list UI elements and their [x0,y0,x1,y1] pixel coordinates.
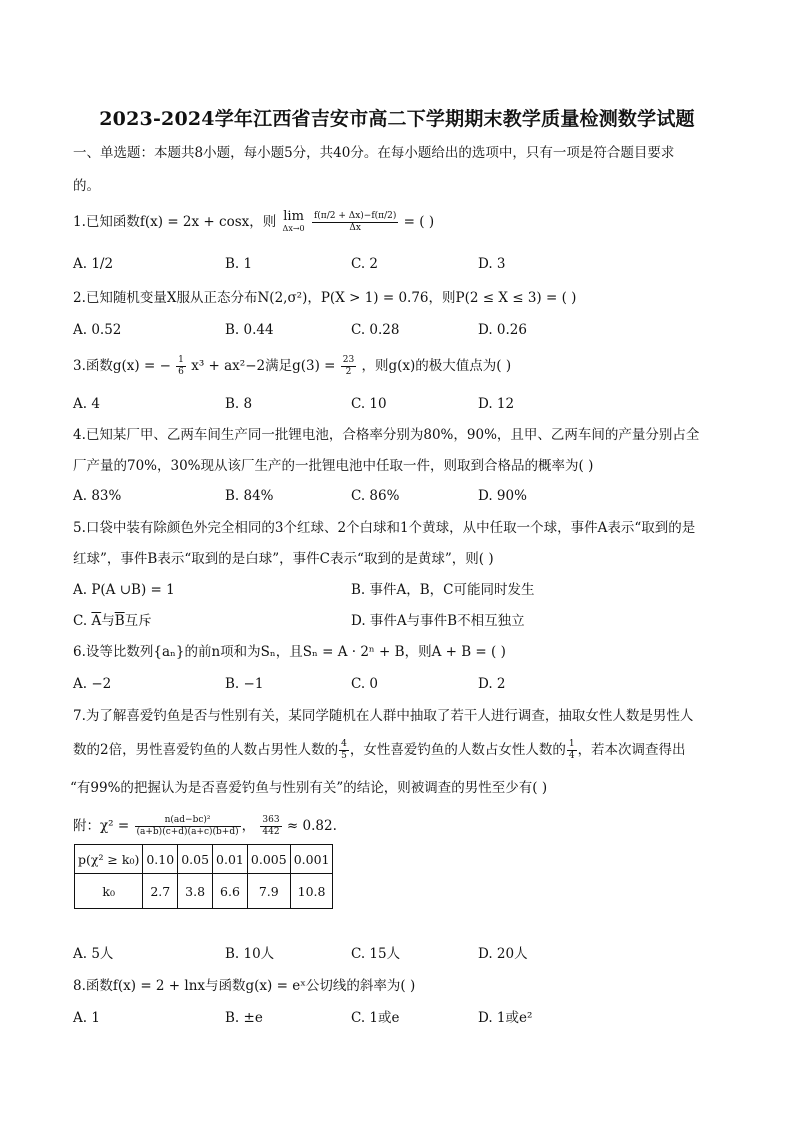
table-cell: 0.01 [213,845,248,874]
q1-option-d[interactable]: D. 3 [478,256,506,272]
q1-fraction [312,211,398,234]
q7-f2-num: 1 [568,739,575,749]
q7-line2-c: ，若本次调查得出 [577,742,686,758]
q3-frac2-den: 2 [345,367,352,377]
q6-option-a[interactable]: A. −2 [73,676,112,692]
q3-option-b[interactable]: B. 8 [225,396,253,412]
question-2: 2.已知随机变量X服从正态分布N(2,σ²)，P(X > 1) = 0.76，则P(2 ≤ X ≤ 3) = ( ) [73,290,577,306]
page-title: 2023-2024学年江西省吉安市高二下学期期末教学质量检测数学试题 [99,108,695,130]
q2-option-a[interactable]: A. 0.52 [73,322,122,338]
table-cell: 0.005 [247,845,290,874]
section-heading-line1: 一、单选题：本题共8小题，每小题5分，共40分。在每小题给出的选项中，只有一项是符合题目要求 [73,145,675,161]
q3-fraction-1 [176,355,186,378]
q5-option-a[interactable]: A. P(A ∪B) = 1 [73,582,175,598]
table-cell: 10.8 [290,874,333,909]
q1-option-b[interactable]: B. 1 [225,256,253,272]
q7-chi-square-formula [135,815,241,838]
q4-option-d[interactable]: D. 90% [478,488,527,504]
q1-lim-word: lim [283,208,304,224]
q3-frac1-den: 6 [178,367,184,377]
q1-option-a[interactable]: A. 1/2 [73,256,114,272]
q1-suffix: = ( ) [403,214,435,230]
question-4-line1: 4.已知某厂甲、乙两车间生产同一批锂电池，合格率分别为80%，90%，且甲、乙两车间的产量分别占全 [73,427,700,443]
q7-f1-den: 5 [341,751,347,761]
q7-f1-num: 4 [341,739,347,749]
q1-lim-sub: Δx→0 [282,223,305,233]
q3-suffix: ，则g(x)的极大值点为( ) [361,358,512,374]
q7-note-post: ≈ 0.82. [286,818,337,834]
q5-optc-post: 互斥 [124,613,152,629]
q7-fraction-2 [567,739,577,762]
question-4-line2: 厂产量的70%，30%现从该厂生产的一批锂电池中任取一件，则取到合格品的概率为( ) [73,458,594,474]
q5-optc-a-bar: $\overline{A}$ [91,613,102,629]
q8-option-b[interactable]: B. ±e [225,1010,263,1026]
q6-option-b[interactable]: B. −1 [225,676,264,692]
q7-note-num: n(ad−bc)² [135,815,241,827]
q4-option-b[interactable]: B. 84% [225,488,274,504]
q7-note-f-den: 442 [262,827,280,837]
q3-option-d[interactable]: D. 12 [478,396,515,412]
q5-optc-b-bar: $\overline{B}$ [114,613,125,629]
question-1 [73,208,434,236]
q7-note-prefix: 附：χ² = [73,818,130,834]
table-cell: 7.9 [247,874,290,909]
q7-line2-a: 数的2倍，男性喜爱钓鱼的人数占男性人数的 [73,742,339,758]
q7-option-a[interactable]: A. 5人 [73,946,114,962]
q5-optc-prefix: C. [73,613,92,629]
table-cell: p(χ² ≥ k₀) [75,845,143,874]
q7-note [73,812,337,840]
table-cell: k₀ [75,874,143,909]
question-6: 6.设等比数列{aₙ}的前n项和为Sₙ，且Sₙ = A · 2ⁿ + B，则A + B = ( ) [73,644,506,660]
q7-f2-den: 4 [568,751,575,761]
q1-option-c[interactable]: C. 2 [351,256,379,272]
q3-fraction-2 [341,355,356,378]
q7-line2-b: ，女性喜爱钓鱼的人数占女性人数的 [349,742,566,758]
q8-option-c[interactable]: C. 1或e [351,1010,400,1026]
question-3 [73,352,511,380]
q6-option-d[interactable]: D. 2 [478,676,506,692]
q8-option-d[interactable]: D. 1或e² [478,1010,533,1026]
q5-option-b[interactable]: B. 事件A，B，C可能同时发生 [351,582,535,598]
table-cell: 0.001 [290,845,333,874]
q7-note-f-num: 363 [262,815,280,825]
q3-option-a[interactable]: A. 4 [73,396,100,412]
table-cell: 0.05 [178,845,213,874]
table-cell: 2.7 [143,874,178,909]
q7-fraction-1 [339,739,349,762]
table-cell: 0.10 [143,845,178,874]
q3-prefix: 3.函数g(x) = − [73,358,171,374]
q3-frac1-num: 1 [178,355,184,365]
q1-prefix: 1.已知函数f(x) = 2x + cosx，则 [73,214,277,230]
q7-option-b[interactable]: B. 10人 [225,946,275,962]
question-7-line2 [73,736,686,764]
q1-frac-den: Δx [349,223,361,233]
critical-value-table [74,844,333,909]
q5-optc-mid: 与 [101,613,115,629]
table-row [75,874,333,909]
q1-frac-num: f(π/2 + Δx)−f(π/2) [313,211,397,221]
q3-middle: x³ + ax²−2满足g(3) = [191,358,336,374]
q7-option-c[interactable]: C. 15人 [351,946,401,962]
question-5-line1: 5.口袋中装有除颜色外完全相同的3个红球、2个白球和1个黄球，从中任取一个球，事件A表示“取到的是 [73,520,696,536]
q3-option-c[interactable]: C. 10 [351,396,387,412]
question-7-line1: 7.为了解喜爱钓鱼是否与性别有关，某同学随机在人群中抽取了若干人进行调查，抽取女性人数是男性人 [73,708,694,724]
question-7-line3: “有99%的把握认为是否喜爱钓鱼与性别有关”的结论，则被调查的男性至少有( ) [70,780,548,796]
q2-option-b[interactable]: B. 0.44 [225,322,274,338]
q7-note-mid: ， [241,818,256,834]
q1-limit [282,208,305,235]
table-cell: 3.8 [178,874,213,909]
q2-option-c[interactable]: C. 0.28 [351,322,400,338]
q2-option-d[interactable]: D. 0.26 [478,322,527,338]
q7-note-den: (a+b)(c+d)(a+c)(b+d) [136,827,239,837]
section-heading-line2: 的。 [73,178,100,194]
q5-option-c[interactable] [73,611,152,631]
q4-option-a[interactable]: A. 83% [73,488,122,504]
q8-option-a[interactable]: A. 1 [73,1010,100,1026]
q5-option-d[interactable]: D. 事件A与事件B不相互独立 [351,613,525,629]
q3-frac2-num: 23 [342,355,355,365]
q7-option-d[interactable]: D. 20人 [478,946,528,962]
q6-option-c[interactable]: C. 0 [351,676,379,692]
q4-option-c[interactable]: C. 86% [351,488,400,504]
table-row [75,845,333,874]
question-8: 8.函数f(x) = 2 + lnx与函数g(x) = eˣ公切线的斜率为( ) [73,978,416,994]
question-5-line2: 红球”，事件B表示“取到的是白球”，事件C表示“取到的是黄球”，则( ) [73,551,494,567]
table-cell: 6.6 [213,874,248,909]
q7-note-fraction [260,815,281,838]
